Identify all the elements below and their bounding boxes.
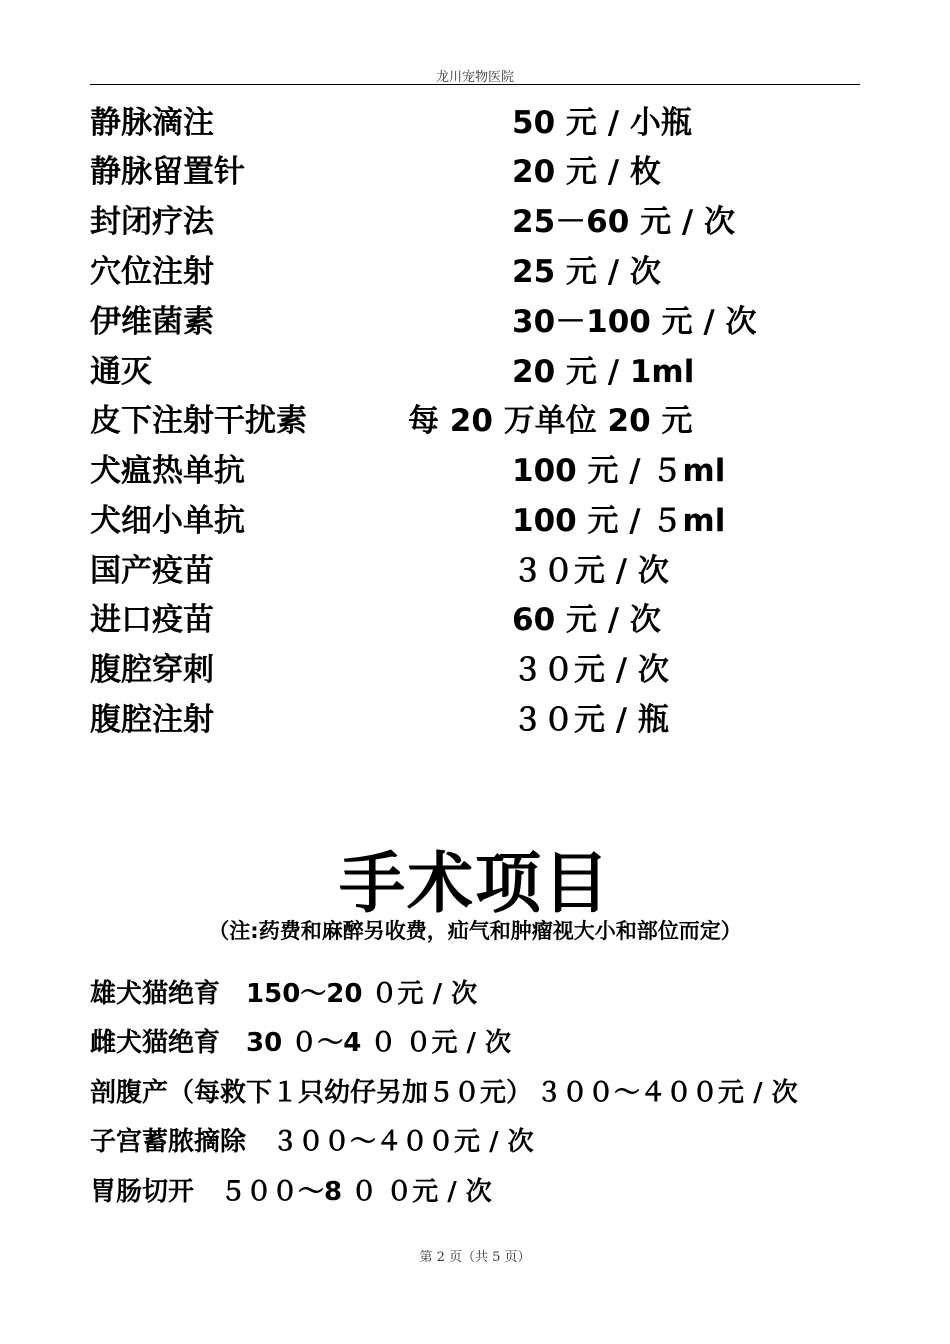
surgery-item-name: 胃肠切开 xyxy=(90,1177,195,1207)
price-item-name: 进口疫苗 xyxy=(90,602,214,638)
surgery-row xyxy=(90,1174,880,1210)
price-row xyxy=(90,401,870,441)
surgery-item-price: 150～20 ０元 / 次 xyxy=(246,979,478,1009)
surgery-section-title: 手术项目 xyxy=(339,845,611,922)
surgery-section-note: （注:药费和麻醉另收费，疝气和肿瘤视大小和部位而定） xyxy=(208,919,742,943)
price-item-value: 60 元 / 次 xyxy=(512,602,661,638)
price-row xyxy=(90,451,870,491)
price-item-name: 犬细小单抗 xyxy=(90,503,245,539)
price-row xyxy=(90,600,870,640)
price-row xyxy=(90,650,870,690)
price-row xyxy=(90,152,870,192)
price-item-value: 25 元 / 次 xyxy=(512,254,661,290)
price-item-name: 腹腔注射 xyxy=(90,702,214,738)
price-item-value: 每 20 万单位 20 元 xyxy=(408,403,693,439)
price-row xyxy=(90,352,870,392)
price-item-name: 静脉留置针 xyxy=(90,154,245,190)
surgery-item-name: 雄犬猫绝育 xyxy=(90,979,221,1009)
price-item-value: 100 元 / ５ml xyxy=(512,503,726,539)
price-item-name: 通灭 xyxy=(90,354,152,390)
price-item-name: 皮下注射干扰素 xyxy=(90,403,307,439)
price-row xyxy=(90,302,870,342)
price-item-name: 伊维菌素 xyxy=(90,304,214,340)
price-row xyxy=(90,202,870,242)
surgery-row xyxy=(90,1124,880,1160)
surgery-row xyxy=(90,976,880,1012)
price-item-value: 20 元 / 1ml xyxy=(512,354,695,390)
price-row xyxy=(90,252,870,292)
price-item-value: 20 元 / 枚 xyxy=(512,154,661,190)
surgery-row xyxy=(90,1075,880,1111)
surgery-item-price: ５００～8 ０ ０元 / 次 xyxy=(220,1177,492,1207)
surgery-item-price: ３００～４００元 / 次 xyxy=(272,1127,534,1157)
surgery-item-price: 30 ０～4 ０ ０元 / 次 xyxy=(246,1028,512,1058)
price-row xyxy=(90,700,870,740)
price-item-name: 腹腔穿刺 xyxy=(90,652,214,688)
price-item-value: ３０元 / 次 xyxy=(512,652,669,688)
surgery-item-name: 雌犬猫绝育 xyxy=(90,1028,221,1058)
price-item-name: 静脉滴注 xyxy=(90,105,214,141)
price-item-name: 国产疫苗 xyxy=(90,553,214,589)
surgery-row xyxy=(90,1025,880,1061)
price-item-name: 犬瘟热单抗 xyxy=(90,453,245,489)
surgery-item-name: 剖腹产（每救下１只幼仔另加５０元） xyxy=(90,1078,533,1108)
page-number-footer: 第 2 页（共 5 页） xyxy=(419,1250,531,1265)
price-item-value: 50 元 / 小瓶 xyxy=(512,105,692,141)
page-header-title: 龙川宠物医院 xyxy=(435,70,514,85)
price-item-value: 100 元 / ５ml xyxy=(512,453,726,489)
price-row xyxy=(90,501,870,541)
price-row xyxy=(90,551,870,591)
price-item-value: ３０元 / 次 xyxy=(512,553,669,589)
price-item-value: 30－100 元 / 次 xyxy=(512,304,757,340)
price-item-value: ３０元 / 瓶 xyxy=(512,702,669,738)
price-item-name: 封闭疗法 xyxy=(90,204,214,240)
header-divider xyxy=(90,84,860,85)
price-row xyxy=(90,103,870,143)
price-item-name: 穴位注射 xyxy=(90,254,214,290)
price-item-value: 25－60 元 / 次 xyxy=(512,204,735,240)
surgery-item-name: 子宫蓄脓摘除 xyxy=(90,1127,247,1157)
surgery-item-price: ３００～４００元 / 次 xyxy=(536,1078,798,1108)
